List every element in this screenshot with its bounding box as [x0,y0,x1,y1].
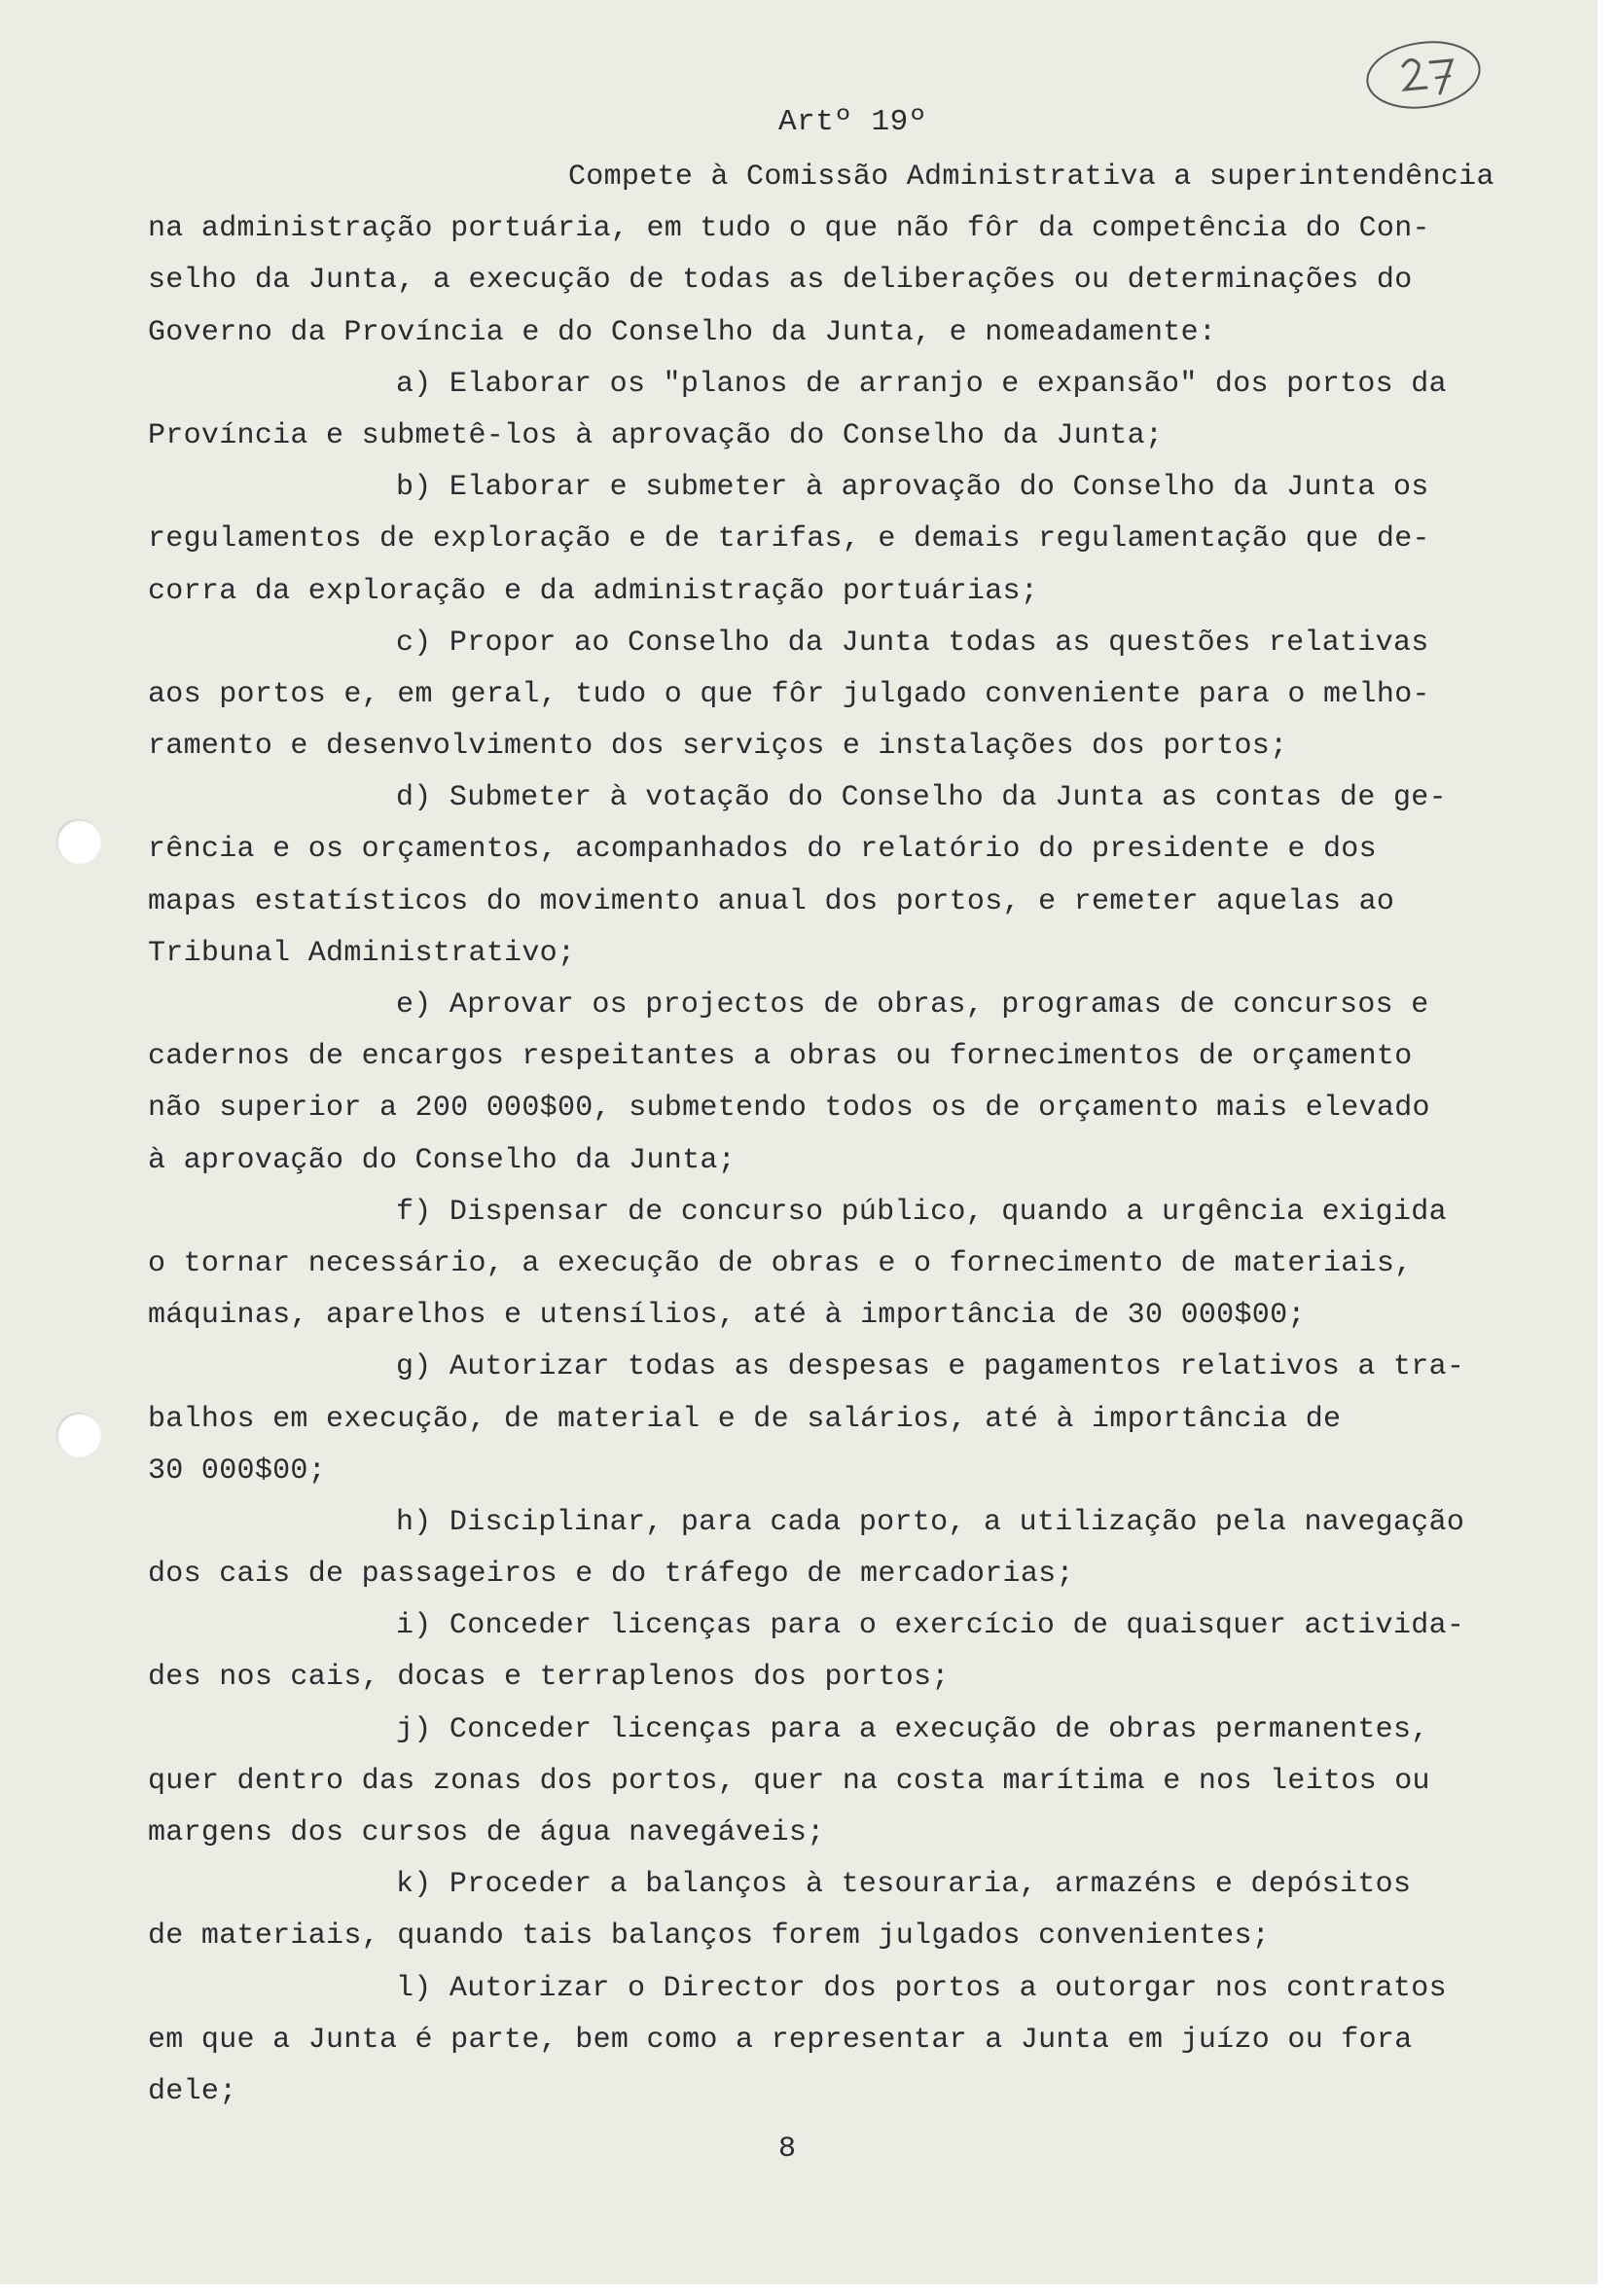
item-e-line: à aprovação do Conselho da Junta; [148,1143,736,1177]
item-h-line: h) Disciplinar, para cada porto, a utilização pela navegação [396,1505,1465,1539]
item-c-line: aos portos e, em geral, tudo o que fôr julgado conveniente para o melho- [148,677,1430,711]
punch-hole-bottom [56,1413,101,1457]
item-b-line: b) Elaborar e submeter à aprovação do Conselho da Junta os [396,471,1429,505]
punch-hole-top [56,819,101,864]
item-f-line: o tornar necessário, a execução de obras e o fornecimento de materiais, [148,1246,1413,1280]
document-body [148,152,1549,2118]
item-d-line: d) Submeter à votação do Conselho da Junta as contas de ge- [396,781,1447,815]
item-j-line: j) Conceder licenças para a execução de obras permanentes, [396,1712,1429,1746]
item-j-line: quer dentro das zonas dos portos, quer na costa marítima e nos leitos ou [148,1764,1430,1798]
item-l-line: em que a Junta é parte, bem como a representar a Junta em juízo ou fora [148,2023,1413,2057]
item-g-line: g) Autorizar todas as despesas e pagamentos relativos a tra- [396,1350,1465,1384]
item-d-line: mapas estatísticos do movimento anual dos portos, e remeter aquelas ao [148,884,1395,918]
intro-line: na administração portuária, em tudo o que não fôr da competência do Con- [148,212,1430,246]
handwritten-page-stamp [1362,37,1485,113]
item-l-line: dele; [148,2074,237,2108]
item-c-line: c) Propor ao Conselho da Junta todas as questões relativas [396,626,1429,660]
item-b-line: regulamentos de exploração e de tarifas, e demais regulamentação que de- [148,522,1430,556]
item-h-line: dos cais de passageiros e do tráfego de mercadorias; [148,1558,1074,1592]
item-e-line: e) Aprovar os projectos de obras, programas de concursos e [396,988,1429,1022]
item-b-line: corra da exploração e da administração portuárias; [148,574,1039,608]
page-number: 8 [778,2133,797,2166]
item-k-line: k) Proceder a balanços à tesouraria, armazéns e depósitos [396,1868,1412,1902]
page-edge-right [1598,0,1619,2296]
item-g-line: 30 000$00; [148,1453,327,1488]
item-e-line: não superior a 200 000$00, submetendo todos os de orçamento mais elevado [148,1092,1430,1126]
item-d-line: Tribunal Administrativo; [148,936,576,970]
item-j-line: margens dos cursos de água navegáveis; [148,1816,825,1849]
article-heading: Artº 19º [778,105,927,139]
intro-line: Governo da Província e do Conselho da Junta, e nomeadamente: [148,315,1217,349]
item-a-line: a) Elaborar os "planos de arranjo e expansão" dos portos da [396,367,1447,401]
item-e-line: cadernos de encargos respeitantes a obras ou fornecimentos de orçamento [148,1040,1413,1074]
item-a-line: Província e submetê-los à aprovação do Conselho da Junta; [148,418,1164,452]
item-k-line: de materiais, quando tais balanços forem julgados convenientes; [148,1919,1271,1954]
item-i-line: des nos cais, docas e terraplenos dos portos; [148,1661,950,1695]
page-edge-bottom [0,2284,1619,2296]
item-f-line: f) Dispensar de concurso público, quando a urgência exigida [396,1195,1447,1229]
item-d-line: rência e os orçamentos, acompanhados do relatório do presidente e dos [148,833,1377,867]
item-l-line: l) Autorizar o Director dos portos a outorgar nos contratos [396,1971,1447,2005]
item-g-line: balhos em execução, de material e de salários, até à importância de [148,1402,1342,1436]
item-i-line: i) Conceder licenças para o exercício de quaisquer activida- [396,1609,1465,1643]
item-c-line: ramento e desenvolvimento dos serviços e instalações dos portos; [148,730,1288,764]
intro-line: selho da Junta, a execução de todas as deliberações ou determinações do [148,264,1413,298]
item-f-line: máquinas, aparelhos e utensílios, até à importância de 30 000$00; [148,1299,1306,1333]
handwritten-circle-icon [1362,37,1485,113]
intro-line: Compete à Comissão Administrativa a superintendência [568,161,1494,194]
